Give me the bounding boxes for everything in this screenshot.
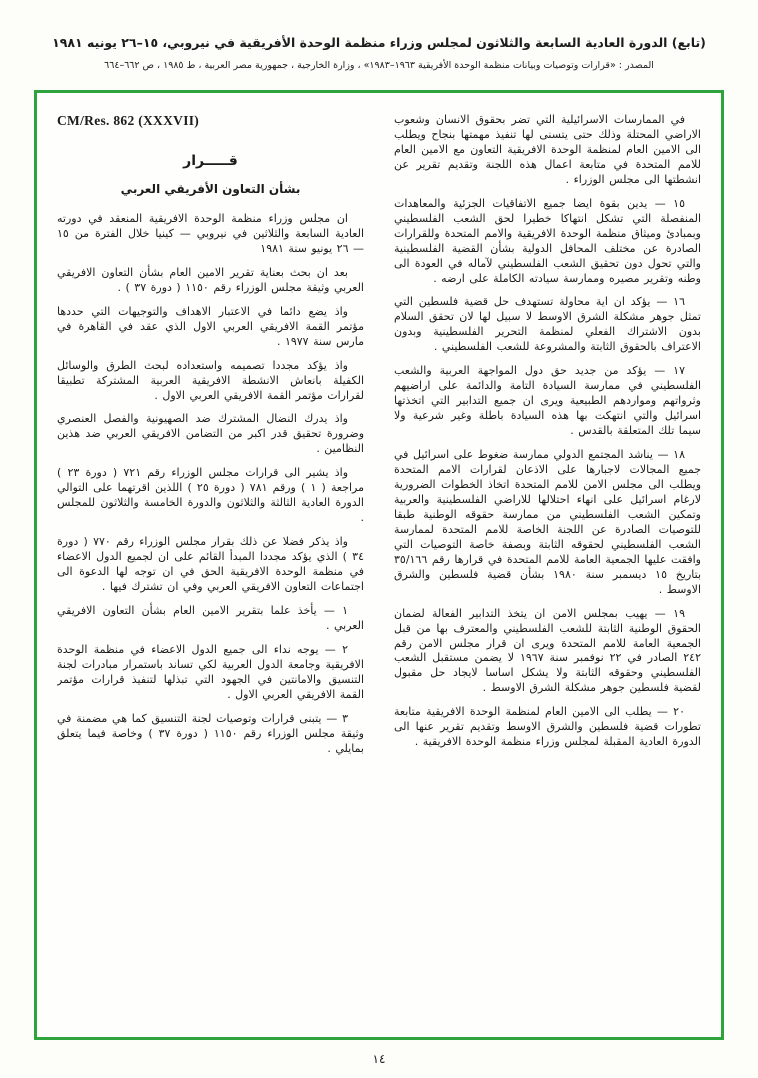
paragraph-preamble-7: واذ يذكر فضلا عن ذلك بقرار مجلس الوزراء رقم ٧٧٠ ( دورة ٣٤ ) الذي يؤكد مجددا المبدأ القائم على ان لجميع الدول الاعضاء في منظمة الوحدة الافريقية الحق في ان توجه لها الدعوة الى اجتماعات التعاون الافريقي العربي وفي ان تشترك فيها . bbox=[57, 535, 364, 594]
paragraph-preamble-3: واذ يضع دائما في الاعتبار الاهداف والتوجيهات التي حددها مؤتمر القمة الافريقي العربي الاول الذي عقد في القاهرة في مارس سنة ١٩٧٧ . bbox=[57, 304, 364, 348]
paragraph-preamble-5: واذ يدرك النضال المشترك ضد الصهيونية والفصل العنصري وضرورة تحقيق قدر اكبر من التضامن الافريقي العربي ضد هذين النظامين . bbox=[57, 412, 364, 456]
resolution-title: قـــــرار bbox=[183, 153, 238, 169]
paragraph-item-15: ١٥ — يدين بقوة ايضا جميع الاتفاقيات الجزئية والمعاهدات المنفصلة التي تشكل انتهاكا خطيرا لحق الشعب الفلسطيني وبمبادئ وميثاق منظمة الوحدة الافريقية والامم المتحدة وللقرارات الصادرة عن مختلف المحافل الدولية بشأن القضية الفلسطينية والتي تحول دون تحقيق الشعب الفلسطيني لآماله في العودة الى وطنه وتقرير مصيره وممارسة سيادته الكاملة على ارضه . bbox=[394, 196, 701, 285]
header-source-note: المصدر : «قرارات وتوصيات وبيانات منظمة الوحدة الأفريقية ١٩٦٣–١٩٨٣» ، وزارة الخارجية ، جمهورية مصر العربية ، ط ١٩٨٥ ، ص ٦٦٢–٦٦٤ bbox=[104, 59, 654, 71]
paragraph-item-18: ١٨ — يناشد المجتمع الدولي ممارسة ضغوط على اسرائيل في جميع المجالات لاجبارها على الاذعان لقرارات الامم المتحدة ويطلب الى مجلس الامن للامم المتحدة اتخاذ الخطوات الضرورية لارغام اسرائيل على انهاء احتلالها للاراضي الفلسطينية والعربية وتمكين الشعب الفلسطيني من ممارسة حقوقه الوطنية طبقا للتوصيات الصادرة عن اللجنة الخاصة للامم المتحدة لممارسة الشعب الفلسطيني لحقوقه الثابتة وبصفة خاصة التوصيات التي وافقت عليها الجمعية العامة للامم المتحدة في قرارها رقم ٣٥/١٦٦ بتاريخ ١٥ ديسمبر سنة ١٩٨٠ بشأن قضية فلسطين والشرق الاوسط . bbox=[394, 448, 701, 596]
resolution-subtitle: بشأن التعاون الأفريقي العربي bbox=[120, 182, 301, 196]
page-header bbox=[0, 0, 758, 71]
paragraph-operative-3: ٣ — يتبنى قرارات وتوصيات لجنة التنسيق كما هي مضمنة في وثيقة مجلس الوزراء رقم ١١٥٠ ( دورة ٣٧ ) وخاصة فيما يتعلق بمايلي . bbox=[57, 711, 364, 755]
paragraph-preamble-2: بعد ان بحث بعناية تقرير الامين العام بشأن التعاون الافريقي العربي وثيقة مجلس الوزراء رقم ١١٥٠ ( دورة ٣٧ ) . bbox=[57, 265, 364, 294]
paragraph-operative-2: ٢ — يوجه نداء الى جميع الدول الاعضاء في منظمة الوحدة الافريقية وجامعة الدول العربية لكي تساند باستمرار مبادرات لجنة التنسيق والامانتين في الجهود التي تبذلها لتنفيذ قرارات مؤتمر القمة الافريقي العربي الاول . bbox=[57, 642, 364, 701]
green-frame bbox=[34, 90, 724, 1040]
header-session-title: (تابع) الدورة العادية السابعة والثلاثون لمجلس وزراء منظمة الوحدة الأفريقية في نيروبي، ١٥–٢٦ يونيه ١٩٨١ bbox=[52, 35, 706, 50]
left-column bbox=[57, 113, 364, 1021]
page-number: ١٤ bbox=[372, 1052, 386, 1066]
paragraph-item-19: ١٩ — يهيب بمجلس الامن ان يتخذ التدابير الفعالة لضمان الحقوق الوطنية الثابتة للشعب الفلسطيني والمعترف بها من قبل الجمعية العامة للامم المتحدة ويرى ان قرار مجلس الامن رقم ٢٤٢ الصادر في ٢٢ نوفمبر سنة ١٩٦٧ لا يضمن مستقبل الشعب الفلسطيني وحقوقه الثابتة ولا يشكل اساسا لايجاد حل مقبول لقضية فلسطين جوهر مشكلة الشرق الاوسط . bbox=[394, 606, 701, 695]
right-column bbox=[394, 113, 701, 1021]
paragraph-preamble-1: ان مجلس وزراء منظمة الوحدة الافريقية المنعقد في دورته العادية السابعة والثلاثين في نيروبي — كينيا خلال الفترة من ١٥ — ٢٦ يونيو سنة ١٩٨١ bbox=[57, 212, 364, 255]
paragraph-preamble-6: واذ يشير الى قرارات مجلس الوزراء رقم ٧٢١ ( دورة ٢٣ ) مراجعة ( ١ ) ورقم ٧٨١ ( دورة ٢٥ ) اللذين اقرتهما على التوالي الدورة العادية الثالثة والثلاثون والدورة الخامسة والثلاثون للمجلس . bbox=[57, 466, 364, 525]
paragraph-item-16: ١٦ — يؤكد ان اية محاولة تستهدف حل قضية فلسطين التي تمثل جوهر مشكلة الشرق الاوسط لا سبيل لها لان تحقق السلام بدون الاشتراك الفعلي لمنظمة التحرير الفلسطينية وبدون الاعتراف بالحقوق الثابتة والمشروعة للشعب الفلسطيني . bbox=[394, 295, 701, 354]
paragraph-continuation: في الممارسات الاسرائيلية التي تضر بحقوق الانسان وشعوب الاراضي المحتلة وذلك حتى يتسنى لها تنفيذ مهمتها بنجاح ويطلب الى الامين العام لمنظمة الوحدة الافريقية التعاون مع الامين العام للامم المتحدة في متابعة اعمال هذه اللجنة وتقديم تقرير عن انشطتها الى مجلس الوزراء . bbox=[394, 113, 701, 186]
paragraph-operative-1: ١ — يأخذ علما بتقرير الامين العام بشأن التعاون الافريقي العربي . bbox=[57, 603, 364, 632]
paragraph-item-17: ١٧ — يؤكد من جديد حق دول المواجهة العربية والشعب الفلسطيني في ممارسة السيادة التامة والدائمة على اراضيهم وثرواتهم ومواردهم الطبيعية ويرى ان جميع التدابير التي اتخذتها اسرائيل والتي انتهكت بها هذه السيادة باطلة وغير شرعية ولا سيما تلك المتعلقة بالقدس . bbox=[394, 364, 701, 438]
resolution-number: CM/Res. 862 (XXXVII) bbox=[57, 113, 200, 128]
two-column-layout bbox=[57, 113, 701, 1021]
paragraph-preamble-4: واذ يؤكد مجددا تصميمه واستعداده لبحث الطرق والوسائل الكفيلة بانعاش الانشطة الافريقية العربية المشتركة تطبيقا لقرارات مؤتمر القمة الافريقي العربي الاول . bbox=[57, 358, 364, 402]
paragraph-item-20: ٢٠ — يطلب الى الامين العام لمنظمة الوحدة الافريقية متابعة تطورات قضية فلسطين والشرق الاوسط وتقديم تقرير عنها الى الدورة العادية المقبلة لمجلس وزراء منظمة الوحدة الافريقية . bbox=[394, 705, 701, 749]
